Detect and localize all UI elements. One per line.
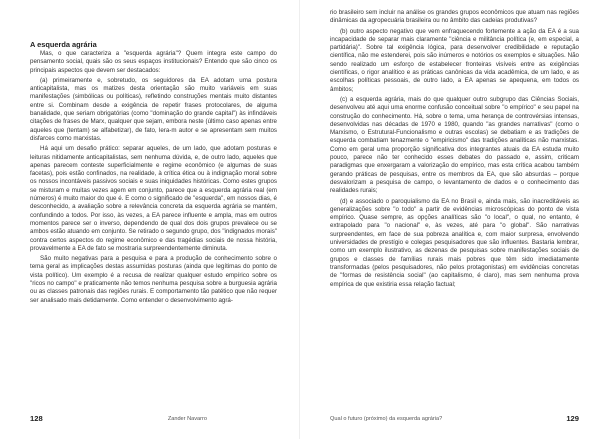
paragraph-point-b: (b) outro aspecto negativo que vem enfraquecendo fortemente a ação da EA é a sua incapacidade de separar mais claramente "ciência e militância política (e, em especial, a partidária)". Sobre tal exigência lógica, para desenvolver credibilidade e reputação científica, não me estenderei, pois são inúmeros e notórios os exemplos e situações. Não sendo realizado um esforço de estabelecer fronteiras visíveis entre as exigências científicas, o rigor analítico e as práticas canônicas da vida acadêmica, de um lado, e as escolhas políticas pessoais, de outro lado, a EA apenas se apequena, em todos os âmbitos; <box>330 27 579 93</box>
right-page <box>300 0 600 439</box>
left-text-column <box>30 40 277 307</box>
paragraph-point-d: (d) e associado o paroquialismo da EA no Brasil e, ainda mais, são inacreditáveis as generalizações sobre "o todo" a partir de evidências microscópicas do ponto de vista empírico. Quase sempre, as opções analíticas são "o local", o qual, no entanto, é extrapolado para "o nacional" e, às vezes, até para "o global". São narrativas surpreendentes, em face de sua pobreza analítica e, com maior surpresa, envolvendo universidades de prestígio e colegas pesquisadores que são influentes. Bastaria lembrar, como um exemplo ilustrativo, as dezenas de pesquisas sobre manifestações sociais de grupos e classes de famílias rurais mais pobres que têm sido imediatamente transformadas (pelos pesquisadores, não pelos protagonistas) em evidências concretas de "formas de resistência social" (ao capitalismo, é claro), mas sem nenhuma prova empírica de que existiria essa relação factual; <box>330 197 579 288</box>
paragraph-challenge: Há aqui um desafio prático: separar aqueles, de um lado, que adotam posturas e leituras nitidamente anticapitalistas, sem nenhuma dúvida, e, de outro lado, aqueles que apenas parecem conteste superficialmente e regime econômico (e algumas de suas facetas), pois estão confinados, na realidade, à crítica ética ou à indignação moral sobre os nossos incontáveis passivos sociais e suas iniquidades históricas. Como estes grupos se misturam e muitas vezes agem em conjunto, parece que a esquerda agrária real (em números) é muito maior do que é. E como o significado de "esquerda", em nossos dias, é desconhecido, a avaliação sobre a relevância concreta da esquerda agrária se mantém, confundindo a todos. Por isso, às vezes, a EA parece influente e ampla, mas em outros momentos parece ser o inverso, dependendo de qual dos dois grupos prevalece ou se ambos estão atuando em conjunto. Se retirado o segundo grupo, dos "indignados morais" contra certos aspectos do regime econômico e das tragédias sociais de nossa história, provavelmente a EA de fato se mostraria surpreendentemente diminuta. <box>30 145 277 252</box>
page-number-left: 128 <box>30 414 43 423</box>
paragraph-point-c: (c) a esquerda agrária, mais do que qualquer outro subgrupo das Ciências Sociais, desenvolveu até aqui uma enorme confusão conceitual sobre "o empírico" e seu papel na construção do conhecimento. Há, sobre o tema, uma herança de controvérsias intensas, desenvolvidas nas décadas de 1970 e 1980, quando "as grandes narrativas" (como o Marxismo, o Estrutural-Funcionalismo e outras escolas) se debatiam e as tradições de esquerda combatiam tenazmente o "empiricismo" das tradições analíticas não marxistas. Como em geral uma proporção significativa dos integrantes atuais da EA estuda muito pouco, parece não ter conhecido esses debates do passado e, assim, criticam paradigmas que enxergaram a valorização do empírico, mas esta crítica acabou também gerando práticas de pesquisas, entre os membros da EA, que são absurdas – porque desvalorizam a pesquisa de campo, o levantamento de dados e o conhecimento das realidades rurais; <box>330 95 579 195</box>
page-number-right: 129 <box>566 414 579 423</box>
paragraph-implications: São muito negativas para a pesquisa e para a produção de conhecimento sobre o tema geral as implicações destas assumidas posturas (ainda que legítimas do ponto de vista político). Um exemplo é a recusa de realizar qualquer estudo empírico sobre os "ricos no campo" e praticamente não temos nenhuma pesquisa sobre a burguesia agrária ou as classes patronais das regiões rurais. E comportamento tão patético que não requer ser analisado mais detidamente. Como entender o desenvolvimento agrá- <box>30 255 277 304</box>
paragraph-continuation: rio brasileiro sem incluir na análise os grandes grupos econômicos que atuam nas regiões dinâmicas da agropecuária brasileira ou no âmbito das cadeias produtivas? <box>330 9 579 25</box>
right-page-footer <box>330 414 579 426</box>
right-text-column <box>330 9 579 291</box>
left-page-footer <box>30 414 277 426</box>
running-head-title: Qual o futuro (próximo) da esquerda agrária? <box>330 416 443 422</box>
paragraph-point-a: (a) primeiramente e, sobretudo, os seguidores da EA adotam uma postura anticapitalista, mas os matizes desta orientação são muito variáveis em suas manifestações (simbólicas ou políticas), refletindo construções mentais muito distantes entre si. Combinam desde a exigência de repetir frases protocolares, de alguma banalidade, que seriam obrigatórias (como "dominação do grande capital") às infindáveis citações de frases de Marx, qualquer que sejam, embora neste (último caso apenas entre aqueles que (tentam) se alfabetizar), de fato, lera-m autor e se apresentam sem muitos disfarces como marxistas. <box>30 76 277 142</box>
running-head-author: Zander Navarro <box>167 416 207 422</box>
section-heading: A esquerda agrária <box>30 40 97 49</box>
paragraph-intro: Mas, o que caracteriza a "esquerda agrária"? Quem integra este campo do pensamento social, quais são os seus espaços institucionais? Entendo que são cinco os principais aspectos que devem ser destacados: <box>30 50 277 74</box>
